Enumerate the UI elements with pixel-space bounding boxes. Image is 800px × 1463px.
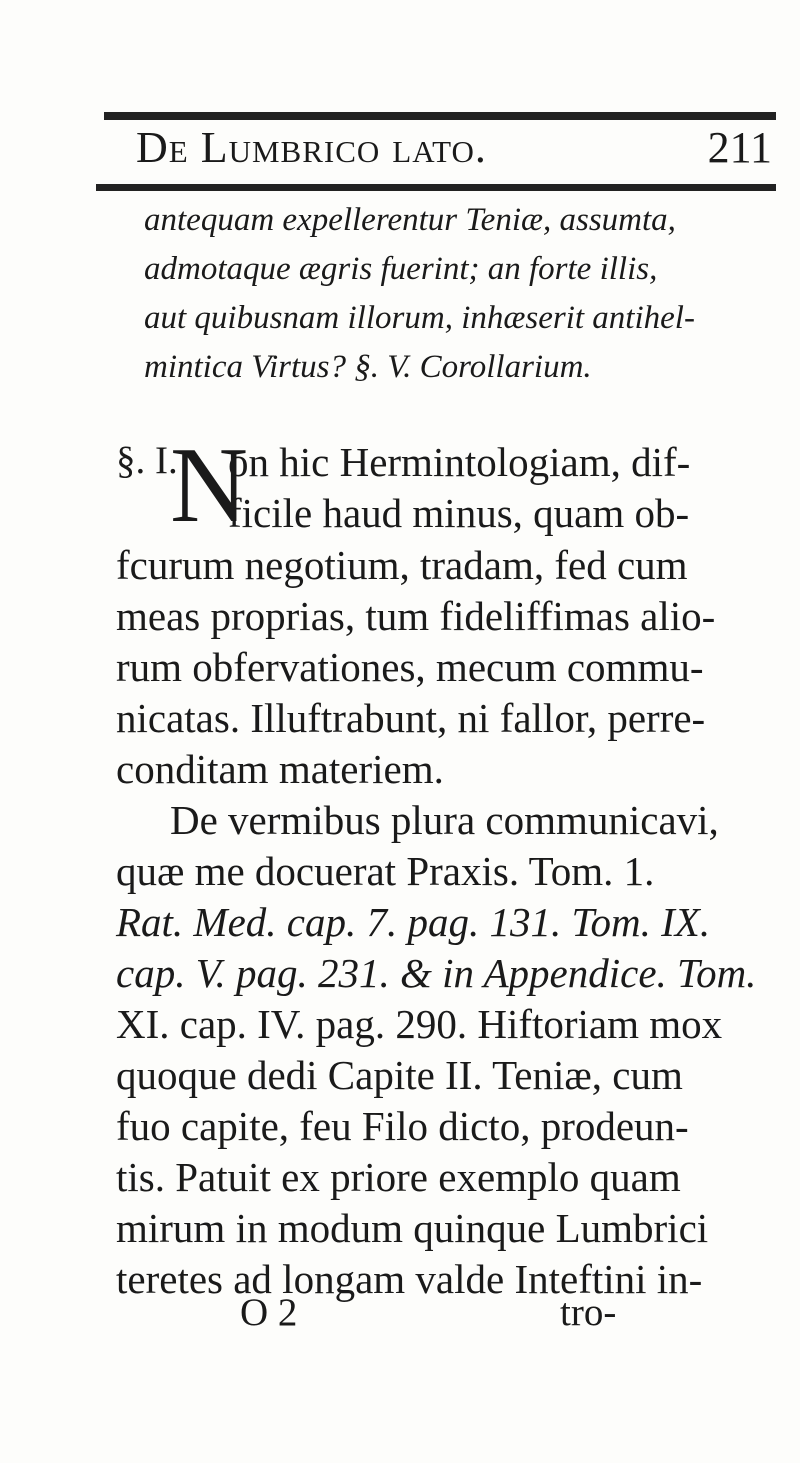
body-line: ficile haud minus, quam ob- [228,490,690,536]
summary-line: admotaque ægris fuerint; an forte illis, [144,251,658,287]
body-line: on hic Hermintologiam, dif- [228,439,691,485]
section-mark: §. I. [116,439,178,482]
body-line: Rat. Med. cap. 7. pag. 131. Tom. IX. [116,899,711,945]
summary-line: aut quibusnam illorum, inhæserit antihel- [144,300,695,336]
header-rule-top [104,112,776,120]
body-line: quoque dedi Capite II. Teniæ, cum [116,1052,683,1098]
summary-line: mintica Virtus? §. V. Corollarium. [144,349,592,385]
body-line: nicatas. Illuftrabunt, ni fallor, perre- [116,695,706,741]
body-line: rum obfervationes, mecum commu- [116,644,704,690]
body-line: conditam materiem. [116,746,444,792]
body-line: XI. cap. IV. pag. 290. Hiftoriam mox [116,1001,723,1047]
running-head-title: De Lumbrico lato. [136,123,487,172]
body-line: mirum in modum quinque Lumbrici [116,1205,709,1251]
signature-mark: O 2 [240,1291,298,1334]
body-line: teretes ad longam valde Inteftini in- [116,1256,703,1302]
page-number: 211 [707,123,772,172]
catchword: tro- [560,1291,617,1334]
body-line: meas proprias, tum fideliffimas alio- [116,593,716,639]
body-line: tis. Patuit ex priore exemplo quam [116,1154,681,1200]
body-line: quæ me docuerat Praxis. Tom. 1. [116,848,655,894]
chapter-summary [128,196,758,392]
running-head [104,122,776,178]
summary-line: antequam expellerentur Teniæ, assumta, [144,202,676,238]
body-line: De vermibus plura communicavi, [170,797,719,843]
drop-capital: N [170,426,248,545]
header-rule-bottom [96,184,776,191]
body-text [116,540,776,1305]
body-line: fuo capite, feu Filo dicto, prodeun- [116,1103,689,1149]
body-line: cap. V. pag. 231. & in Appendice. Tom. [116,950,757,996]
body-line: fcurum negotium, tradam, fed cum [116,542,688,588]
